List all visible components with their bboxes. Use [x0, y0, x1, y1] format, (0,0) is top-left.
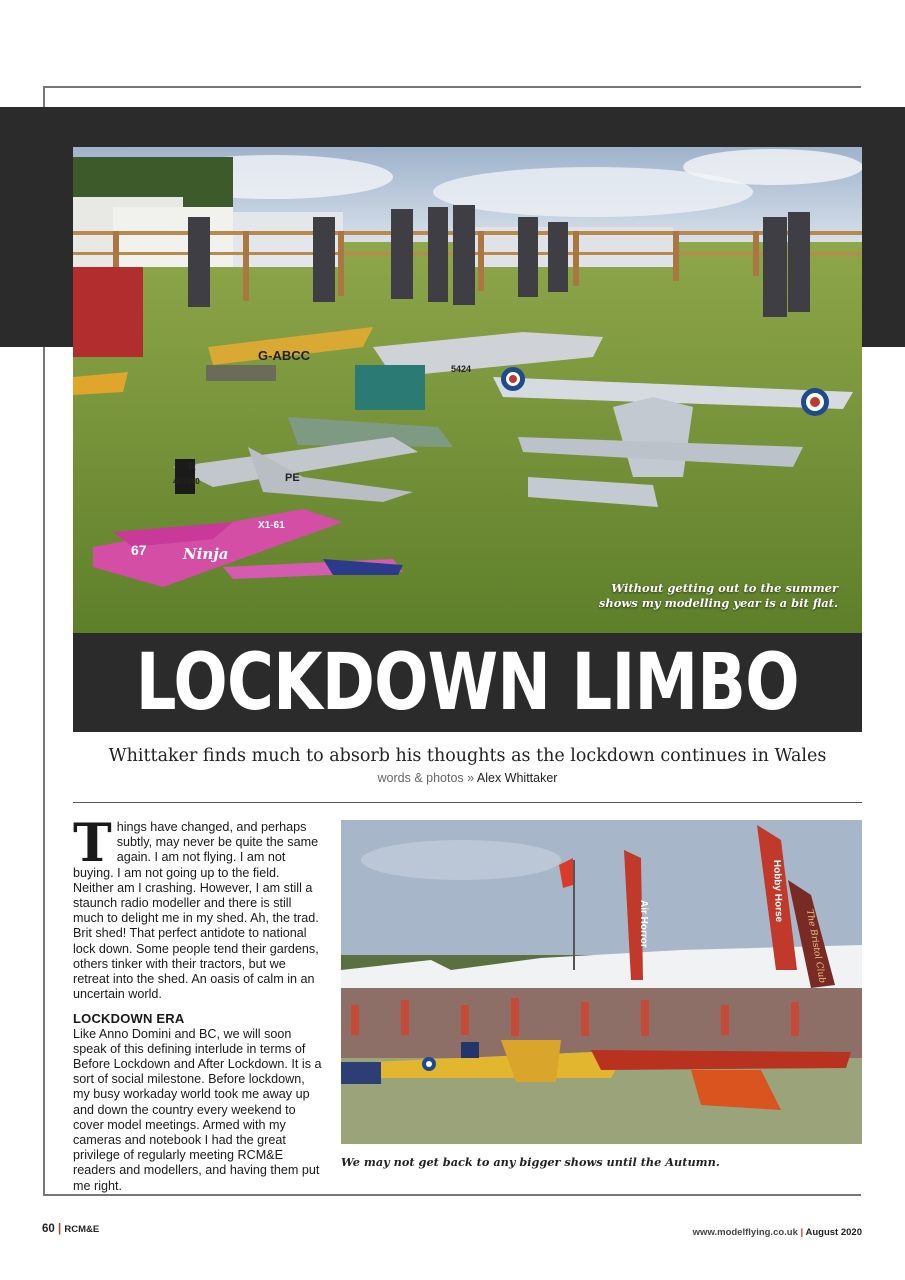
article-title: LOCKDOWN LIMBO [136, 637, 800, 728]
footer-separator-right: | [800, 1227, 804, 1238]
plane-marking-5424: 5424 [451, 364, 472, 374]
banner-hobby-horse: Hobby Horse [771, 859, 785, 923]
byline-author: Alex Whittaker [476, 771, 558, 785]
article-body [73, 813, 323, 1194]
footer-magazine: RCM&E [64, 1224, 100, 1235]
hero-caption: Without getting out to the summer shows my modelling year is a bit flat. [598, 581, 838, 610]
banner-bristol-club: The Bristol Club [804, 908, 827, 984]
divider-rule [73, 802, 862, 803]
plane-marking-serial: 451540 [173, 477, 200, 486]
plane-marking-x161: X1-61 [258, 520, 285, 531]
plane-marking-r: R [188, 461, 196, 473]
second-photo [341, 820, 862, 1144]
plane-marking-gabcc: G-ABCC [258, 348, 310, 363]
plane-marking-67: 67 [131, 542, 147, 558]
paragraph-2: Like Anno Domini and BC, we will soon speak of this defining interlude in terms of Before Lockdown and After Lockdown. It is a sort of social milestone. Before lockdown, my busy workaday world took me away up and down the country every weekend to cover model meetings. Armed with my cameras and notebook I had the great privilege of regularly meeting RCM&E readers and modellers, and having them put me right. [73, 1026, 322, 1193]
footer-website: www.modelflying.co.uk [692, 1227, 798, 1238]
plane-marking-ninja: Ninja [183, 545, 229, 563]
page-number: 60 [42, 1223, 55, 1235]
byline [73, 771, 862, 785]
second-photo-caption: We may not get back to any bigger shows until the Autumn. [341, 1155, 720, 1169]
footer-separator: | [58, 1223, 62, 1235]
footer-right [693, 1227, 862, 1238]
frame-bottom-rule [43, 1194, 861, 1196]
footer-issue: August 2020 [805, 1227, 862, 1238]
banner-air-horror: Air Horror [638, 900, 649, 948]
hero-photo [73, 147, 862, 633]
plane-marking-pe: PE [285, 472, 300, 484]
paragraph-1-text: hings have changed, and perhaps subtly, may never be quite the same again. I am not flying. I am not buying. I am not going up to the field. Neither am I crashing. However, I am still a staunch radio modeller and there is still much to delight me in my shed. Ah, the trad. Brit shed! That perfect antidote to national lock down. Some people tend their gardens, others tinker with their tractors, but we retreat into the shed. An oasis of calm in an uncertain world. [73, 820, 319, 1002]
article-subtitle: Whittaker finds much to absorb his thoughts as the lockdown continues in Wales [108, 746, 827, 766]
paragraph-1 [73, 813, 323, 1002]
title-bar [73, 633, 862, 732]
section-heading: LOCKDOWN ERA [73, 1011, 185, 1027]
footer-left [42, 1223, 99, 1235]
byline-prefix: words & photos » [377, 771, 475, 785]
dropcap: T [73, 813, 112, 874]
frame-top-rule [43, 86, 861, 88]
